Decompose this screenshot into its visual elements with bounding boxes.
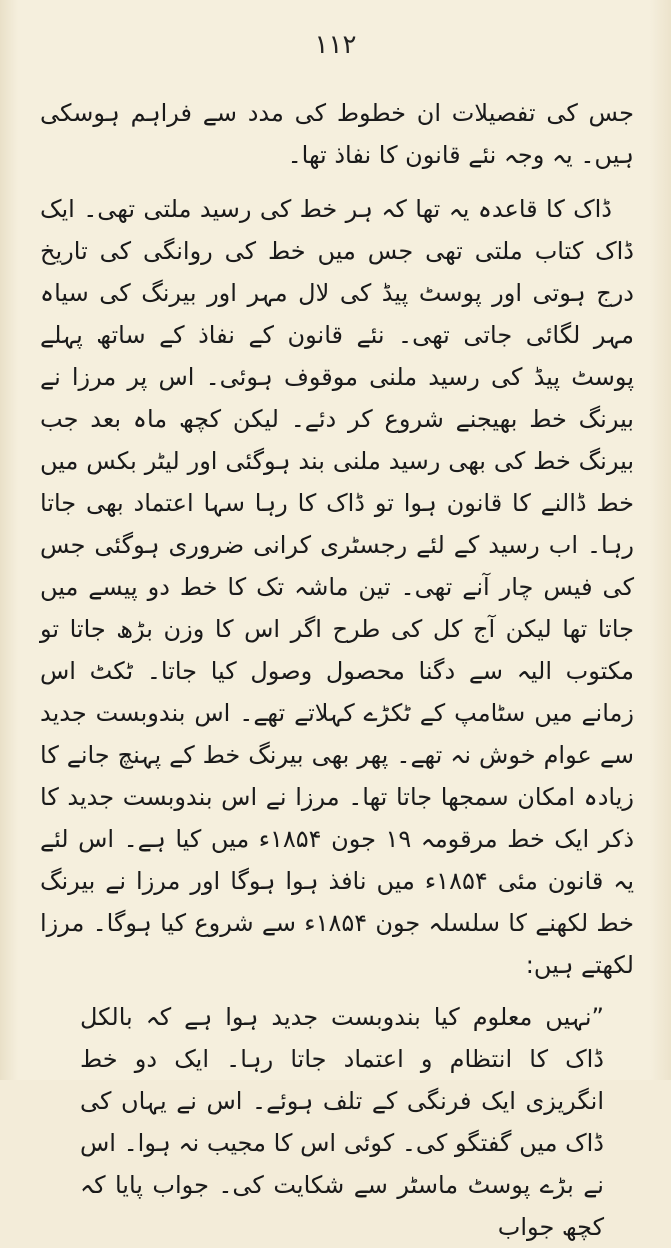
paragraph-1: جس کی تفصیلات ان خطوط کی مدد سے فراہم ہوسکی ہیں۔ یہ وجہ نئے قانون کا نفاذ تھا۔ xyxy=(40,99,634,169)
paragraph-2: ڈاک کا قاعدہ یہ تھا کہ ہر خط کی رسید ملتی تھی۔ ایک ڈاک کتاب ملتی تھی جس میں خط کی روانگی کی تاریخ درج ہوتی اور پوسٹ پیڈ کی لال مہر اور بیرنگ کی سیاہ مہر لگائی جاتی تھی۔ نئے قانون کے نفاذ کے ساتھ پہلے پوسٹ پیڈ کی رسید ملنی موقوف ہوئی۔ اس پر مرزا نے بیرنگ خط بھیجنے شروع کر دئے۔ لیکن کچھ ماہ بعد جب بیرنگ خط کی بھی رسید ملنی بند ہوگئی اور لیٹر بکس میں خط ڈالنے کا قانون ہوا تو ڈاک کا رہا سہا اعتماد بھی جاتا رہا۔ اب رسید کے لئے رجسٹری کرانی ضروری ہوگئی جس کی فیس چار آنے تھی۔ تین ماشہ تک کا خط دو پیسے میں جاتا تھا لیکن آج کل کی طرح اگر اس کا وزن بڑھ جاتا تو مکتوب الیہ سے دگنا محصول وصول کیا جاتا۔ ٹکٹ اس زمانے میں سٹامپ کے ٹکڑے کہلاتے تھے۔ اس بندوبست جدید سے عوام خوش نہ تھے۔ پھر بھی بیرنگ خط کے پہنچ جانے کا زیادہ امکان سمجھا جاتا تھا۔ مرزا نے اس بندوبست جدید کا ذکر ایک خط مرقومہ ۱۹ جون ۱۸۵۴ء میں کیا ہے۔ اس لئے یہ قانون مئی ۱۸۵۴ء میں نافذ ہوا ہوگا اور مرزا نے بیرنگ خط لکھنے کا سلسلہ جون ۱۸۵۴ء سے شروع کیا ہوگا۔ مرزا لکھتے ہیں: xyxy=(40,195,635,979)
page-number: ۱۱۲ xyxy=(314,30,357,60)
body-text xyxy=(40,92,634,1248)
block-quote: ”نہیں معلوم کیا بندوبست جدید ہوا ہے کہ بالکل ڈاک کا انتظام و اعتماد جاتا رہا۔ ایک دو خط انگریزی ایک فرنگی کے تلف ہوئے۔ اس نے یہاں کی ڈاک میں گفتگو کی۔ کوئی اس کا مجیب نہ ہوا۔ اس نے بڑے پوسٹ ماسٹر سے شکایت کی۔ جواب پایا کہ کچھ جواب xyxy=(80,1003,604,1241)
